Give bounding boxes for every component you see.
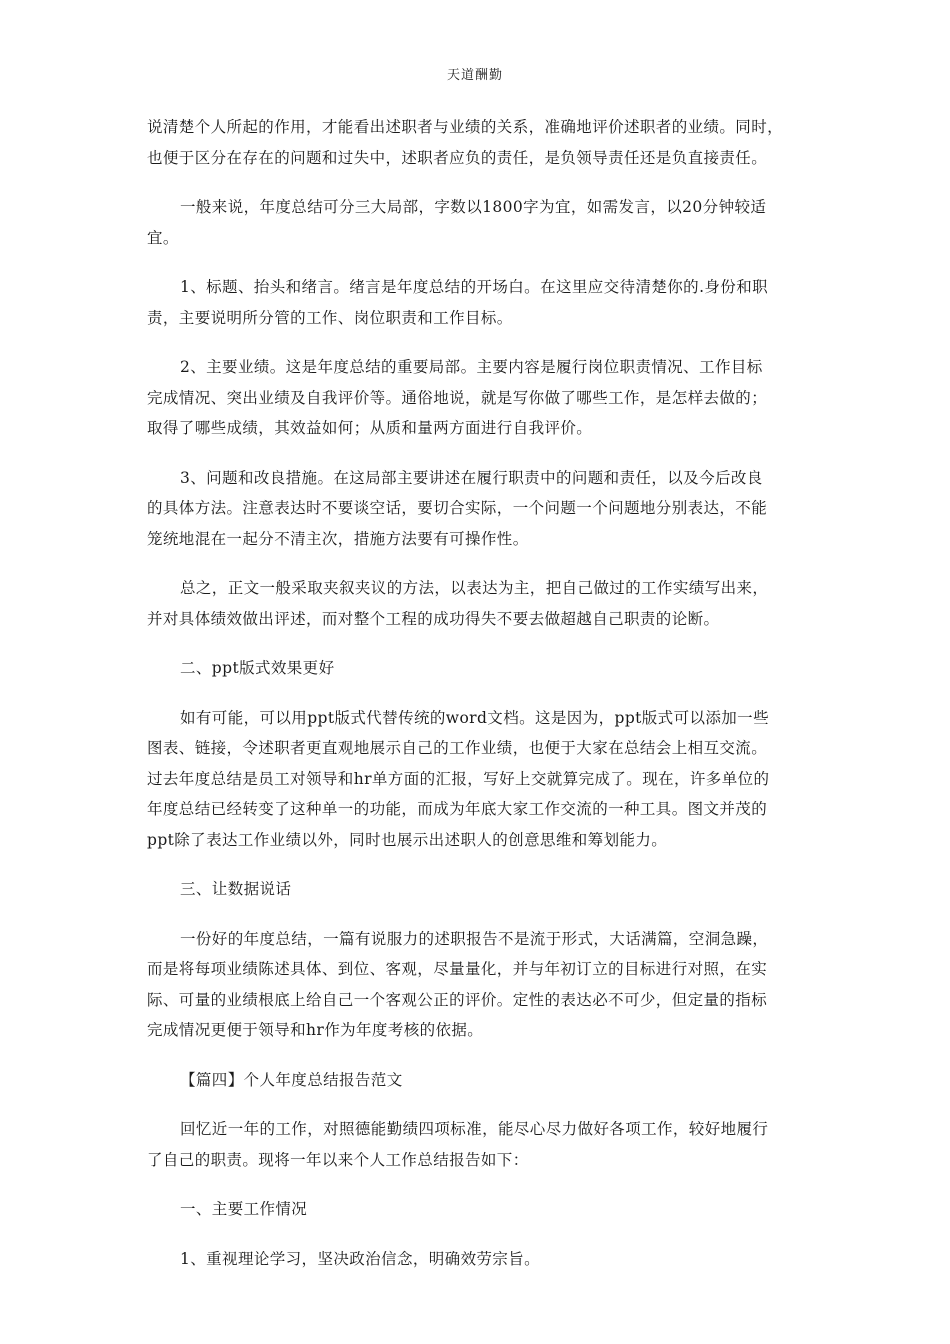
- page-header: 天道酬勤: [446, 68, 503, 83]
- paragraph-line: 完成情况更便于领导和hr作为年度考核的依据。: [147, 1021, 484, 1039]
- paragraph-line: 责，主要说明所分管的工作、岗位职责和工作目标。: [147, 308, 513, 327]
- paragraph-line: 1、标题、抬头和绪言。绪言是年度总结的开场白。在这里应交待清楚你的.身份和职: [180, 278, 768, 296]
- paragraph-line: 而是将每项业绩陈述具体、到位、客观，尽量量化，并与年初订立的目标进行对照，在实: [147, 960, 768, 978]
- section-heading-data: [147, 874, 807, 905]
- paragraph-line: 际、可量的业绩根底上给自己一个客观公正的评价。定性的表达必不可少，但定量的指标: [147, 990, 768, 1009]
- paragraph-line: 了自己的职责。现将一年以来个人工作总结报告如下：: [147, 1150, 529, 1169]
- paragraph-line: 笼统地混在一起分不清主次，措施方法要有可操作性。: [147, 529, 529, 548]
- heading-line: 二、ppt版式效果更好: [180, 659, 335, 677]
- paragraph-line: 并对具体绩效做出评述，而对整个工程的成功得失不要去做超越自己职责的论断。: [147, 609, 720, 628]
- paragraph-3: [147, 272, 807, 333]
- paragraph-8: [147, 924, 807, 1046]
- paragraph-4: [147, 352, 807, 444]
- paragraph-line: 说清楚个人所起的作用，才能看出述职者与业绩的关系，准确地评价述职者的业绩。同时，: [147, 118, 784, 136]
- paragraph-line: 3、问题和改良措施。在这局部主要讲述在履行职责中的问题和责任，以及今后改良: [180, 468, 763, 487]
- section-heading-main-work: [147, 1194, 807, 1225]
- paragraph-6: [147, 573, 807, 634]
- paragraph-line: ppt除了表达工作业绩以外，同时也展示出述职人的创意思维和筹划能力。: [147, 830, 668, 849]
- paragraph-line: 宜。: [147, 228, 179, 247]
- paragraph-9: [147, 1114, 807, 1175]
- document-body: [147, 112, 807, 1293]
- section-heading-ppt: [147, 653, 807, 684]
- paragraph-line: 的具体方法。注意表达时不要谈空话，要切合实际，一个问题一个问题地分别表达，不能: [147, 499, 768, 517]
- paragraph-line: 一般来说，年度总结可分三大局部，字数以1800字为宜，如需发言，以20分钟较适: [180, 198, 767, 216]
- paragraph-line: 2、主要业绩。这是年度总结的重要局部。主要内容是履行岗位职责情况、工作目标: [180, 358, 763, 376]
- paragraph-line: 如有可能，可以用ppt版式代替传统的word文档。这是因为，ppt版式可以添加一些: [180, 708, 769, 727]
- heading-line: 一、主要工作情况: [180, 1200, 308, 1218]
- paragraph-line: 1、重视理论学习，坚决政治信念，明确效劳宗旨。: [180, 1249, 541, 1268]
- paragraph-2: [147, 192, 807, 253]
- paragraph-line: 图表、链接，令述职者更直观地展示自己的工作业绩，也便于大家在总结会上相互交流。: [147, 739, 768, 757]
- paragraph-line: 总之，正文一般采取夹叙夹议的方法，以表达为主，把自己做过的工作实绩写出来，: [180, 579, 769, 597]
- paragraph-line: 也便于区分在存在的问题和过失中，述职者应负的责任，是负领导责任还是负直接责任。: [147, 148, 768, 167]
- paragraph-1: [147, 112, 807, 173]
- heading-line: 【篇四】个人年度总结报告范文: [180, 1070, 403, 1089]
- paragraph-line: 取得了哪些成绩，其效益如何；从质和量两方面进行自我评价。: [147, 419, 593, 437]
- paragraph-5: [147, 463, 807, 555]
- section-heading-chapter-four: [147, 1065, 807, 1096]
- paragraph-line: 年度总结已经转变了这种单一的功能，而成为年底大家工作交流的一种工具。图文并茂的: [147, 800, 768, 818]
- heading-line: 三、让数据说话: [180, 880, 292, 898]
- paragraph-line: 过去年度总结是员工对领导和hr单方面的汇报，写好上交就算完成了。现在，许多单位的: [147, 769, 770, 788]
- paragraph-7: [147, 703, 807, 856]
- paragraph-line: 一份好的年度总结，一篇有说服力的述职报告不是流于形式，大话满篇，空洞急躁，: [180, 929, 769, 948]
- paragraph-line: 完成情况、突出业绩及自我评价等。通俗地说，就是写你做了哪些工作，是怎样去做的；: [147, 388, 768, 407]
- paragraph-10: [147, 1244, 807, 1275]
- paragraph-line: 回忆近一年的工作，对照德能勤绩四项标准，能尽心尽力做好各项工作，较好地履行: [180, 1120, 769, 1138]
